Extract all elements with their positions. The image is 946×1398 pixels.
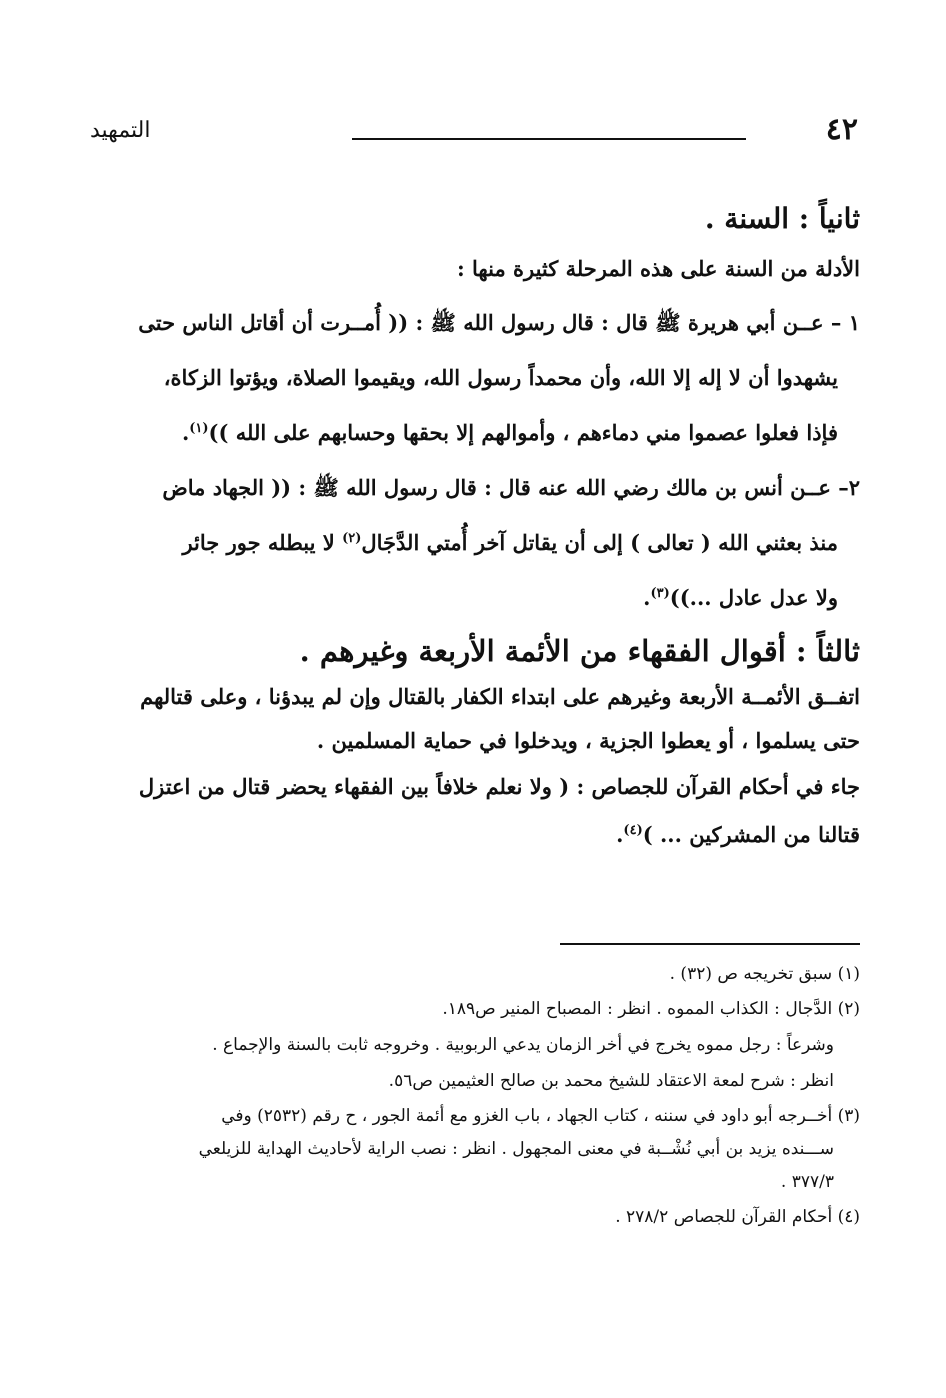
running-title: التمهيد [90,118,151,143]
hadith-2-line-2 [92,515,860,570]
footnote-3 [92,1100,860,1199]
footnote-ref-3: (٣) [650,586,670,601]
jurists-p1-line-2: حتى يسلموا ، أو يعطوا الجزية ، ويدخلوا في حماية المسلمين . [316,728,860,753]
page-number: ٤٢ [825,112,858,147]
period: . [616,822,624,847]
page-header [90,112,858,152]
footnote-2-reference: انظر : شرح لمعة الاعتقاد للشيخ محمد بن صالح العثيمين ص٥٦. [388,1071,834,1091]
section-heading-jurists: ثالثاً : أقوال الفقهاء من الأئمة الأربعة وغيرهم . [299,634,860,668]
hadith-2-line-3 [92,570,860,625]
hadith-1-line-3 [92,405,860,460]
period: . [643,585,651,610]
hadith-2-text-a: منذ بعثني الله ( تعالى ) إلى أن يقاتل آخر أُمتي الدَّجَال [361,530,838,555]
hadith-2-text-end: ولا عدل عادل ...)) [669,585,838,610]
footnote-2-definition: وشرعاً : رجل مموه يخرج في أخر الزمان يدعي الربوبية . وخروجه ثابت بالسنة والإجماع . [212,1035,834,1055]
footnote-3-line-1: (٣) أخــرجه أبو داود في سننه ، كتاب الجهاد ، باب الغزو مع أئمة الجور ، ح رقم (٢٥٣٢) وفي [221,1106,860,1126]
hadith-2-text-b: لا يبطله جور جائر [182,530,335,555]
sunnah-intro: الأدلة من السنة على هذه المرحلة كثيرة منها : [456,256,860,281]
footnote-2: (٢) الدَّجال : الكذاب المموه . انظر : المصباح المنير ص١٨٩. [442,999,860,1019]
hadith-1-line-2: يشهدوا أن لا إله إلا الله، وأن محمداً رسول الله، ويقيموا الصلاة، ويؤتوا الزكاة، [163,365,838,390]
period: . [181,420,190,445]
footnote-ref-2: (٢) [342,531,362,546]
hadith-item-1 [92,295,860,460]
hadith-item-2 [92,460,860,625]
footnote-4: (٤) أحكام القرآن للجصاص ٢٧٨/٢ . [615,1207,860,1227]
jurists-p2-line-2 [92,811,860,859]
jurists-p2-line-1: جاء في أحكام القرآن للجصاص : ( ولا نعلم خلافاً بين الفقهاء يحضر قتال من اعتزل [138,774,860,799]
main-text [92,195,860,859]
footnotes [92,958,860,1236]
footnote-separator [560,943,860,945]
hadith-1-text-end: فإذا فعلوا عصموا مني دماءهم ، وأموالهم إلا بحقها وحسابهم على الله )) [208,420,838,445]
jurists-paragraph-2 [92,763,860,859]
header-rule [352,138,746,140]
hadith-2-line-1: ٢– عــن أنس بن مالك رضي الله عنه قال : قال رسول الله ﷺ : (( الجهاد ماض [162,475,860,500]
jurists-p1-line-1: اتفــق الأئمــة الأربعة وغيرهم على ابتداء الكفار بالقتال وإن لم يبدؤنا ، وعلى قتالهم [140,684,860,709]
section-heading-sunnah: ثانياً : السنة . [704,202,860,235]
footnote-ref-1: (١) [189,421,209,436]
footnote-1: (١) سبق تخريجه ص (٣٢) . [669,964,860,984]
jurists-p2-text: قتالنا من المشركين ... ) [642,822,860,847]
footnote-3-line-3: ٣٧٧/٣ . [780,1172,834,1192]
jurists-paragraph-1 [92,675,860,763]
footnote-3-line-2: ســـنده يزيد بن أبي نُشْــبة في معنى المجهول . انظر : نصب الراية لأحاديث الهداية للزيلعي [198,1139,834,1159]
footnote-ref-4: (٤) [623,823,643,838]
hadith-1-line-1: ١ – عــن أبي هريرة ﷺ قال : قال رسول الله ﷺ : (( أُمــرت أن أقاتل الناس حتى [138,310,860,335]
